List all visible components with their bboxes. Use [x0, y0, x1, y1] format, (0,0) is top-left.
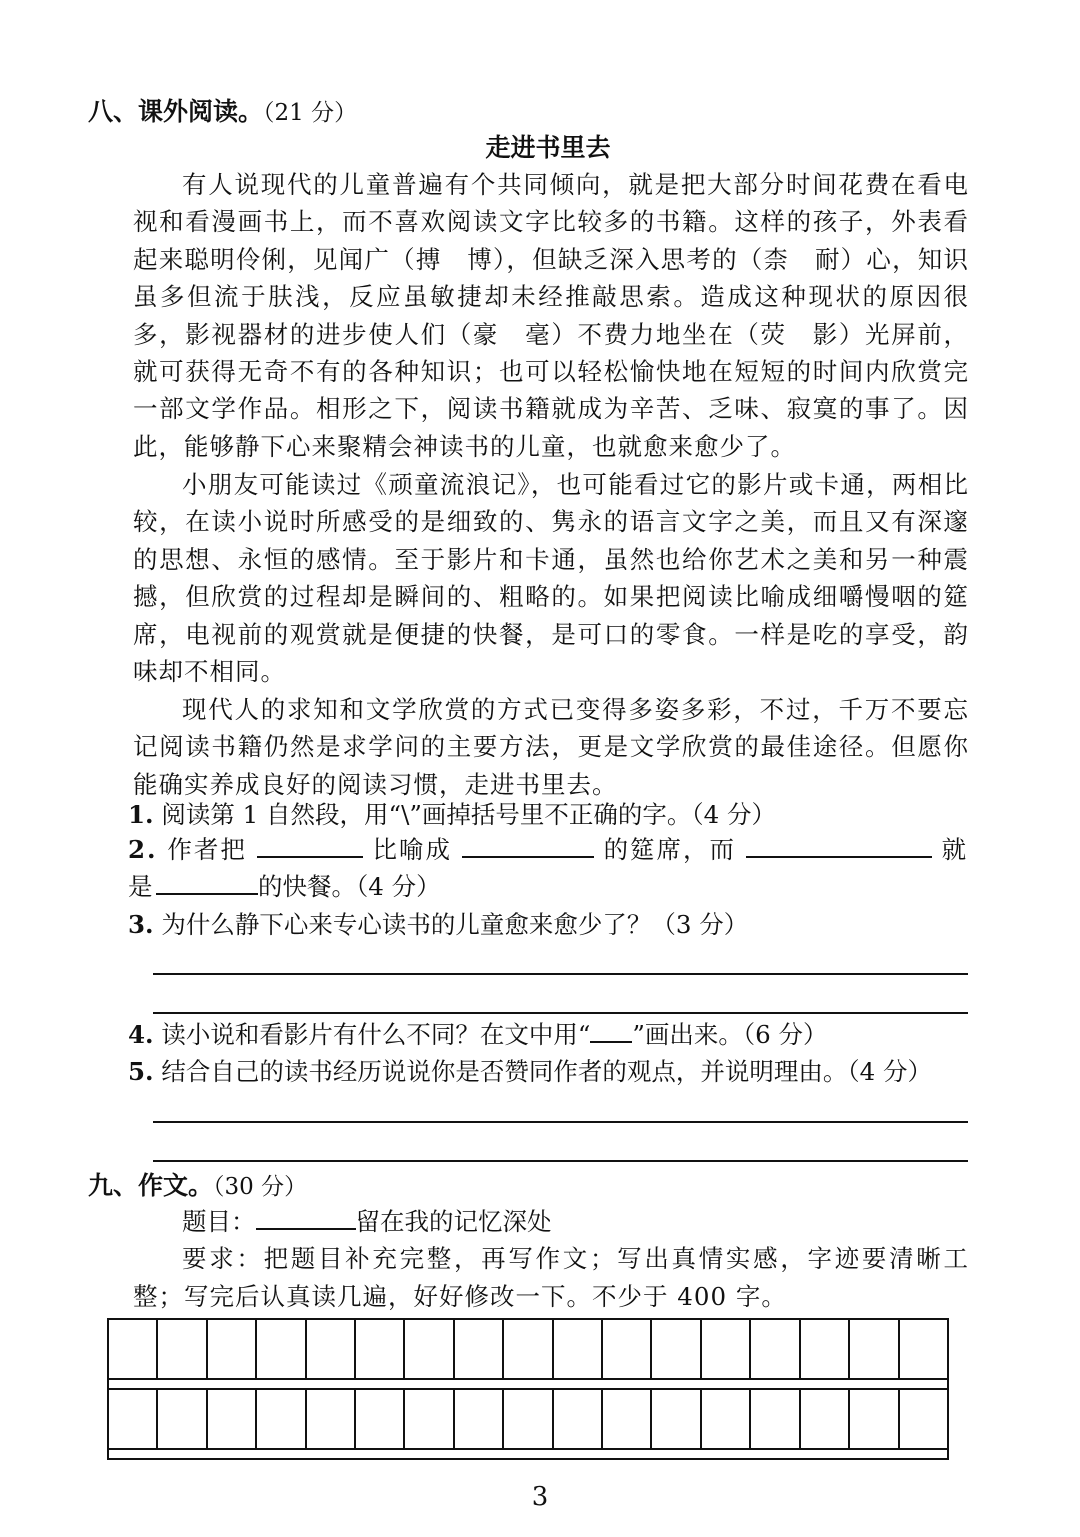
grid-cell[interactable] — [257, 1320, 306, 1378]
question-4-text-a: 读小说和看影片有什么不同？在文中用“ — [161, 1020, 591, 1049]
section-9-title: 九、作文。 — [88, 1171, 214, 1200]
question-2-text-1: 作者把 — [167, 835, 247, 864]
grid-row-gap — [107, 1380, 949, 1388]
section-8-heading — [88, 92, 357, 128]
question-2-text-3: 的筵席，而 — [603, 835, 737, 864]
topic-blank[interactable] — [256, 1206, 356, 1230]
topic-suffix: 留在我的记忆深处 — [355, 1207, 552, 1236]
grid-cell[interactable] — [257, 1390, 306, 1448]
grid-cell[interactable] — [405, 1390, 454, 1448]
grid-cell[interactable] — [109, 1390, 158, 1448]
question-5 — [128, 1053, 932, 1090]
answer-blank-2[interactable] — [462, 834, 594, 858]
question-3-text: 为什么静下心来专心读书的儿童愈来愈少了？（3 分） — [161, 910, 749, 939]
grid-cell[interactable] — [850, 1390, 899, 1448]
grid-cell[interactable] — [702, 1320, 751, 1378]
answer-blank-1[interactable] — [257, 834, 363, 858]
answer-blank-4[interactable] — [156, 871, 258, 895]
page-number: 3 — [531, 1482, 549, 1512]
answer-blank-3[interactable] — [746, 834, 932, 858]
question-5-number: 5. — [128, 1057, 154, 1086]
question-4 — [128, 1016, 828, 1053]
grid-cell[interactable] — [109, 1320, 158, 1378]
question-4-text-b: ”画出来。（6 分） — [632, 1020, 828, 1049]
grid-cell[interactable] — [307, 1390, 356, 1448]
grid-cell[interactable] — [702, 1390, 751, 1448]
answer-line-q5-1[interactable] — [153, 1121, 968, 1123]
section-9-points: （30 分） — [213, 1174, 308, 1200]
grid-cell[interactable] — [455, 1320, 504, 1378]
underline-sample — [590, 1019, 632, 1043]
article-paragraph-2: 小朋友可能读过《顽童流浪记》，也可能看过它的影片或卡通，两相比较，在读小说时所感受的是细致的、隽永的语言文字之美，而且又有深邃的思想、永恒的感情。至于影片和卡通，虽然也给你艺术之美和另一种震撼，但欣赏的过程却是瞬间的、粗略的。如果把阅读比喻成细嚼慢咽的筵席，电视前的观赏就是便捷的快餐，是可口的零食。一样是吃的享受，韵味却不相同。 — [133, 470, 969, 687]
grid-cell[interactable] — [554, 1390, 603, 1448]
grid-row-1[interactable] — [107, 1318, 949, 1380]
grid-cell[interactable] — [307, 1320, 356, 1378]
question-3 — [128, 906, 748, 943]
answer-line-q5-2[interactable] — [153, 1160, 968, 1162]
question-4-number: 4. — [128, 1020, 154, 1049]
question-1 — [128, 796, 776, 833]
composition-requirement: 要求：把题目补充完整，再写作文；写出真情实感，字迹要清晰工整；写完后认真读几遍，好好修改一下。不少于 400 字。 — [133, 1244, 969, 1311]
grid-cell[interactable] — [900, 1390, 947, 1448]
grid-row-gap — [107, 1450, 949, 1460]
grid-cell[interactable] — [504, 1320, 553, 1378]
grid-cell[interactable] — [208, 1390, 257, 1448]
grid-cell[interactable] — [208, 1320, 257, 1378]
grid-cell[interactable] — [158, 1390, 207, 1448]
grid-cell[interactable] — [603, 1390, 652, 1448]
section-8-points: （21 分） — [263, 100, 358, 126]
grid-cell[interactable] — [504, 1390, 553, 1448]
grid-cell[interactable] — [652, 1390, 701, 1448]
grid-cell[interactable] — [652, 1320, 701, 1378]
composition-topic — [182, 1203, 552, 1240]
grid-cell[interactable] — [850, 1320, 899, 1378]
question-2-text-2: 比喻成 — [372, 835, 452, 864]
question-2-continued — [156, 868, 441, 905]
question-3-number: 3. — [128, 910, 154, 939]
grid-row-2[interactable] — [107, 1388, 949, 1450]
writing-grid — [107, 1318, 949, 1460]
grid-cell[interactable] — [751, 1390, 800, 1448]
question-2-text-5: 的快餐。（4 分） — [258, 872, 441, 901]
article-paragraph-1: 有人说现代的儿童普遍有个共同倾向，就是把大部分时间花费在看电视和看漫画书上，而不喜欢阅读文字比较多的书籍。这样的孩子，外表看起来聪明伶俐，见闻广（搏 博），但缺乏深入思考的（柰 耐）心，知识虽多但流于肤浅，反应虽敏捷却未经推敲思索。造成这种现状的原因很多，影视器材的进步使人们（豪 毫）不费力地坐在（荧 影）光屏前，就可获得无奇不有的各种知识；也可以轻松愉快地在短短的时间内欣赏完一部文学作品。相形之下，阅读书籍就成为辛苦、乏味、寂寞的事了。因此，能够静下心来聚精会神读书的儿童，也就愈来愈少了。 — [133, 170, 969, 461]
answer-line-q3-2[interactable] — [153, 1012, 968, 1014]
article-title: 走进书里去 — [485, 133, 611, 162]
question-1-text: 阅读第 1 自然段，用“\”画掉括号里不正确的字。（4 分） — [161, 800, 776, 829]
grid-cell[interactable] — [900, 1320, 947, 1378]
grid-cell[interactable] — [603, 1320, 652, 1378]
section-8-title: 八、课外阅读。 — [88, 97, 264, 126]
grid-cell[interactable] — [455, 1390, 504, 1448]
grid-cell[interactable] — [356, 1390, 405, 1448]
question-2-number: 2. — [128, 835, 158, 864]
grid-cell[interactable] — [554, 1320, 603, 1378]
article-paragraph-3: 现代人的求知和文学欣赏的方式已变得多姿多彩，不过，千万不要忘记阅读书籍仍然是求学问的主要方法，更是文学欣赏的最佳途径。但愿你能确实养成良好的阅读习惯，走进书里去。 — [133, 695, 969, 799]
question-2-text-4: 就是 — [128, 835, 969, 901]
grid-cell[interactable] — [356, 1320, 405, 1378]
section-9-heading — [88, 1166, 307, 1202]
grid-cell[interactable] — [801, 1390, 850, 1448]
question-5-text: 结合自己的读书经历说说你是否赞同作者的观点，并说明理由。（4 分） — [161, 1057, 932, 1086]
answer-line-q3-1[interactable] — [153, 973, 968, 975]
topic-label: 题目： — [182, 1207, 256, 1236]
question-1-number: 1. — [128, 800, 154, 829]
grid-cell[interactable] — [405, 1320, 454, 1378]
grid-cell[interactable] — [158, 1320, 207, 1378]
grid-cell[interactable] — [801, 1320, 850, 1378]
grid-cell[interactable] — [751, 1320, 800, 1378]
